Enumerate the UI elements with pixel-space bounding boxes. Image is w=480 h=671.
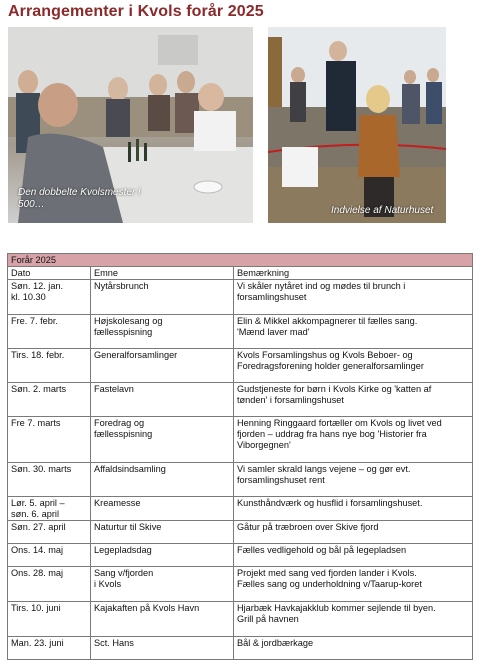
table-row [8, 637, 473, 660]
event-date: Søn. 30. marts [8, 463, 91, 497]
table-row [8, 544, 473, 567]
table-section-header [8, 254, 473, 267]
event-topic: Sang v/fjorden i Kvols [91, 567, 234, 602]
photo-naturhuset-illustration [268, 27, 446, 223]
table-header-row [8, 267, 473, 280]
photo-caption-right: Indvielse af Naturhuset [331, 205, 434, 216]
event-topic: Kajakaften på Kvols Havn [91, 602, 234, 637]
event-date: Søn. 27. april [8, 521, 91, 544]
table-row [8, 602, 473, 637]
table-row [8, 567, 473, 602]
event-date: Lør. 5. april – søn. 6. april [8, 497, 91, 521]
event-note: Gudstjeneste for børn i Kvols Kirke og 'katten af tønden' i forsamlingshuset [234, 383, 473, 417]
event-date: Ons. 28. maj [8, 567, 91, 602]
event-note: Vi samler skrald langs vejene – og gør evt. forsamlingshuset rent [234, 463, 473, 497]
event-note: Henning Ringgaard fortæller om Kvols og livet ved fjorden – uddrag fra hans nye bog 'Historier fra Viborgegnen' [234, 417, 473, 463]
page-title: Arrangementer i Kvols forår 2025 [8, 3, 264, 20]
table-row [8, 315, 473, 349]
event-date: Man. 23. juni [8, 637, 91, 660]
event-topic: Naturtur til Skive [91, 521, 234, 544]
event-note: Vi skåler nytåret ind og mødes til brunch i forsamlingshuset [234, 280, 473, 315]
column-header-note: Bemærkning [234, 267, 473, 280]
table-row [8, 463, 473, 497]
column-header-date: Dato [8, 267, 91, 280]
event-note: Kunsthåndværk og husflid i forsamlingshuset. [234, 497, 473, 521]
event-topic: Højskolesang og fællesspisning [91, 315, 234, 349]
event-note: Hjarbæk Havkajakklub kommer sejlende til byen. Grill på havnen [234, 602, 473, 637]
event-topic: Foredrag og fællesspisning [91, 417, 234, 463]
event-note: Fælles vedligehold og bål på legepladsen [234, 544, 473, 567]
table-row [8, 383, 473, 417]
events-table [7, 253, 473, 660]
table-row [8, 349, 473, 383]
section-label: Forår 2025 [8, 254, 473, 267]
event-date: Søn. 2. marts [8, 383, 91, 417]
event-date: Tirs. 10. juni [8, 602, 91, 637]
table-row [8, 497, 473, 521]
column-header-topic: Emne [91, 267, 234, 280]
event-note: Gåtur på træbroen over Skive fjord [234, 521, 473, 544]
event-date: Fre 7. marts [8, 417, 91, 463]
event-date: Ons. 14. maj [8, 544, 91, 567]
event-topic: Fastelavn [91, 383, 234, 417]
event-topic: Sct. Hans [91, 637, 234, 660]
event-date: Fre. 7. febr. [8, 315, 91, 349]
event-topic: Kreamesse [91, 497, 234, 521]
event-date: Tirs. 18. febr. [8, 349, 91, 383]
event-topic: Generalforsamlinger [91, 349, 234, 383]
event-note: Kvols Forsamlingshus og Kvols Beboer- og Foredragsforening holder generalforsamlinger [234, 349, 473, 383]
event-date: Søn. 12. jan. kl. 10.30 [8, 280, 91, 315]
event-note: Bål & jordbærkage [234, 637, 473, 660]
table-row [8, 521, 473, 544]
event-topic: Nytårsbrunch [91, 280, 234, 315]
table-row [8, 417, 473, 463]
photo-caption-left: Den dobbelte Kvolsmester i 500… [18, 187, 141, 210]
event-topic: Legepladsdag [91, 544, 234, 567]
event-note: Elin & Mikkel akkompagnerer til fælles sang. 'Mænd laver mad' [234, 315, 473, 349]
event-topic: Affaldsindsamling [91, 463, 234, 497]
photo-naturhuset [268, 27, 446, 223]
event-note: Projekt med sang ved fjorden lander i Kvols. Fælles sang og underholdning v/Taarup-koret [234, 567, 473, 602]
table-row [8, 280, 473, 315]
